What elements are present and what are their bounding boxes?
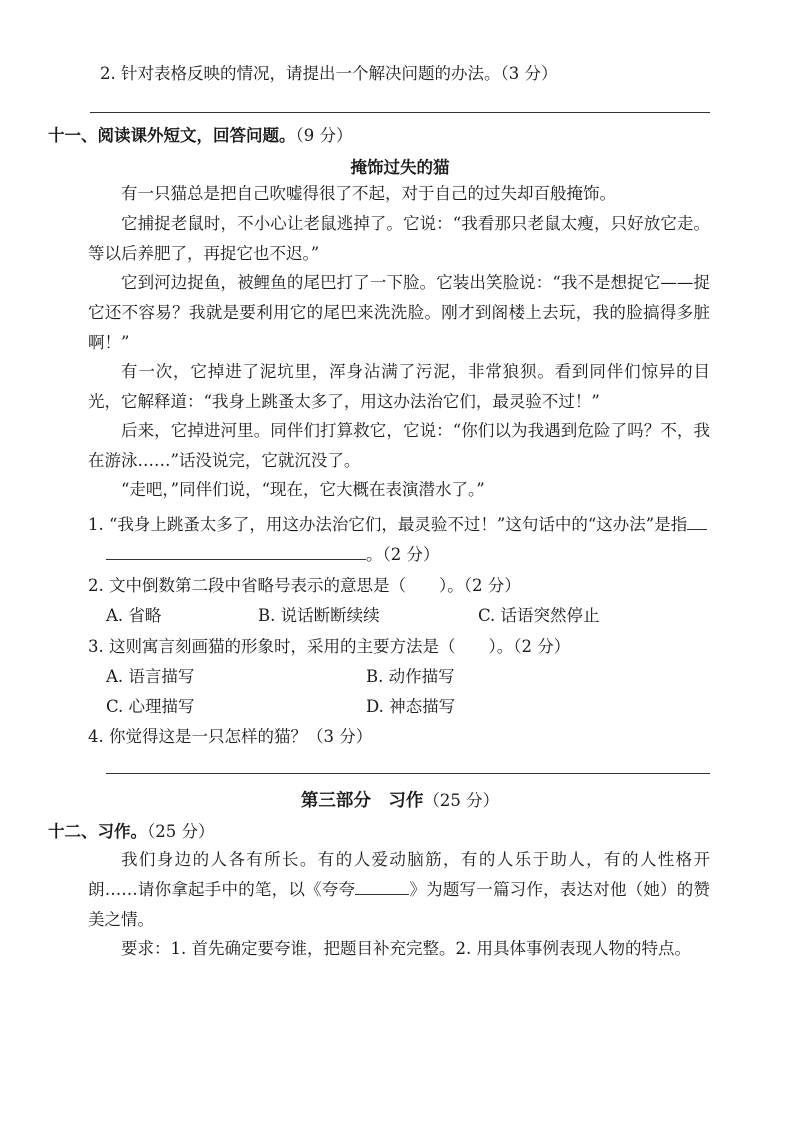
story-title: 掩饰过失的猫: [350, 158, 450, 177]
q3-option-b[interactable]: B. 动作描写: [366, 667, 455, 686]
section-12-score: （25 分）: [147, 822, 215, 841]
question-10-2: 2. 针对表格反映的情况，请提出一个解决问题的办法。（3 分）: [100, 64, 558, 83]
question-1: [88, 511, 707, 535]
title-blank[interactable]: [355, 880, 409, 895]
q3-option-c[interactable]: C. 心理描写: [106, 697, 195, 716]
story-paragraph-6: “走吧，”同伴们说，“现在，它大概在表演潜水了。”: [121, 480, 485, 499]
section-11-score: （9 分）: [295, 126, 353, 145]
writing-prompt-text-b: 》为题写一篇习作，表达对他（她）的赞美之情。: [88, 880, 711, 929]
question-1-continued: [106, 541, 440, 565]
section-11-title: 十一、阅读课外短文，回答问题。: [48, 126, 296, 145]
section-11-heading: [48, 122, 353, 146]
story-paragraph-4: 有一次，它掉进了泥坑里，浑身沾满了污泥，非常狼狈。看到同伴们惊异的目光，它解释道：“我身上跳蚤太多了，用这办法治它们，最灵验不过！”: [88, 362, 710, 411]
question-2: 2. 文中倒数第二段中省略号表示的意思是（ ）。（2 分）: [88, 576, 521, 595]
writing-prompt: [88, 845, 710, 935]
q2-option-a[interactable]: A. 省略: [106, 606, 162, 625]
q2-option-c[interactable]: C. 话语突然停止: [478, 606, 600, 625]
section-12-title: 十二、习作。: [48, 822, 147, 841]
q3-option-d[interactable]: D. 神态描写: [366, 697, 456, 716]
question-1-score: 。（2 分）: [366, 545, 440, 564]
q3-option-a[interactable]: A. 语言描写: [106, 667, 195, 686]
writing-requirements: 要求：1. 首先确定要夸谁，把题目补充完整。2. 用具体事例表现人物的特点。: [121, 939, 691, 958]
story-paragraph-5: 后来，它掉进河里。同伴们打算救它，它说：“你们以为我遇到危险了吗？不，我在游泳……”话没说完，它就沉没了。: [88, 421, 710, 470]
question-4: 4. 你觉得这是一只怎样的猫？（3 分）: [88, 727, 373, 746]
answer-line: [106, 773, 710, 774]
answer-line: [90, 112, 710, 113]
section-12-heading: [48, 818, 215, 842]
part-3-title: 第三部分 习作: [300, 791, 424, 811]
part-3-score: （25 分）: [423, 791, 500, 810]
q2-option-b[interactable]: B. 说话断断续续: [258, 606, 380, 625]
story-paragraph-2: 它捕捉老鼠时，不小心让老鼠逃掉了。它说：“我看那只老鼠太瘦，只好放它走。等以后养肥了，再捉它也不迟。”: [88, 214, 710, 263]
part-3-heading: [0, 787, 800, 812]
story-paragraph-1: 有一只猫总是把自己吹嘘得很了不起，对于自己的过失却百般掩饰。: [121, 184, 616, 203]
story-paragraph-3: 它到河边捉鱼，被鲤鱼的尾巴打了一下脸。它装出笑脸说：“我不是想捉它——捉它还不容易？我就是要利用它的尾巴来洗洗脸。刚才到阁楼上去玩，我的脸搞得多脏啊！”: [88, 273, 710, 352]
answer-blank[interactable]: [687, 515, 707, 530]
question-3: 3. 这则寓言刻画猫的形象时，采用的主要方法是（ ）。（2 分）: [88, 637, 571, 656]
question-1-text: 1. “我身上跳蚤太多了，用这办法治它们，最灵验不过！”这句话中的“这办法”是指: [88, 515, 688, 534]
answer-blank[interactable]: [106, 545, 366, 560]
writing-prompt-text-a: 我们身边的人各有所长。有的人爱动脑筋，有的人乐于助人，有的人性格开朗……请你拿起手中的笔，以《夸夸: [88, 850, 710, 899]
